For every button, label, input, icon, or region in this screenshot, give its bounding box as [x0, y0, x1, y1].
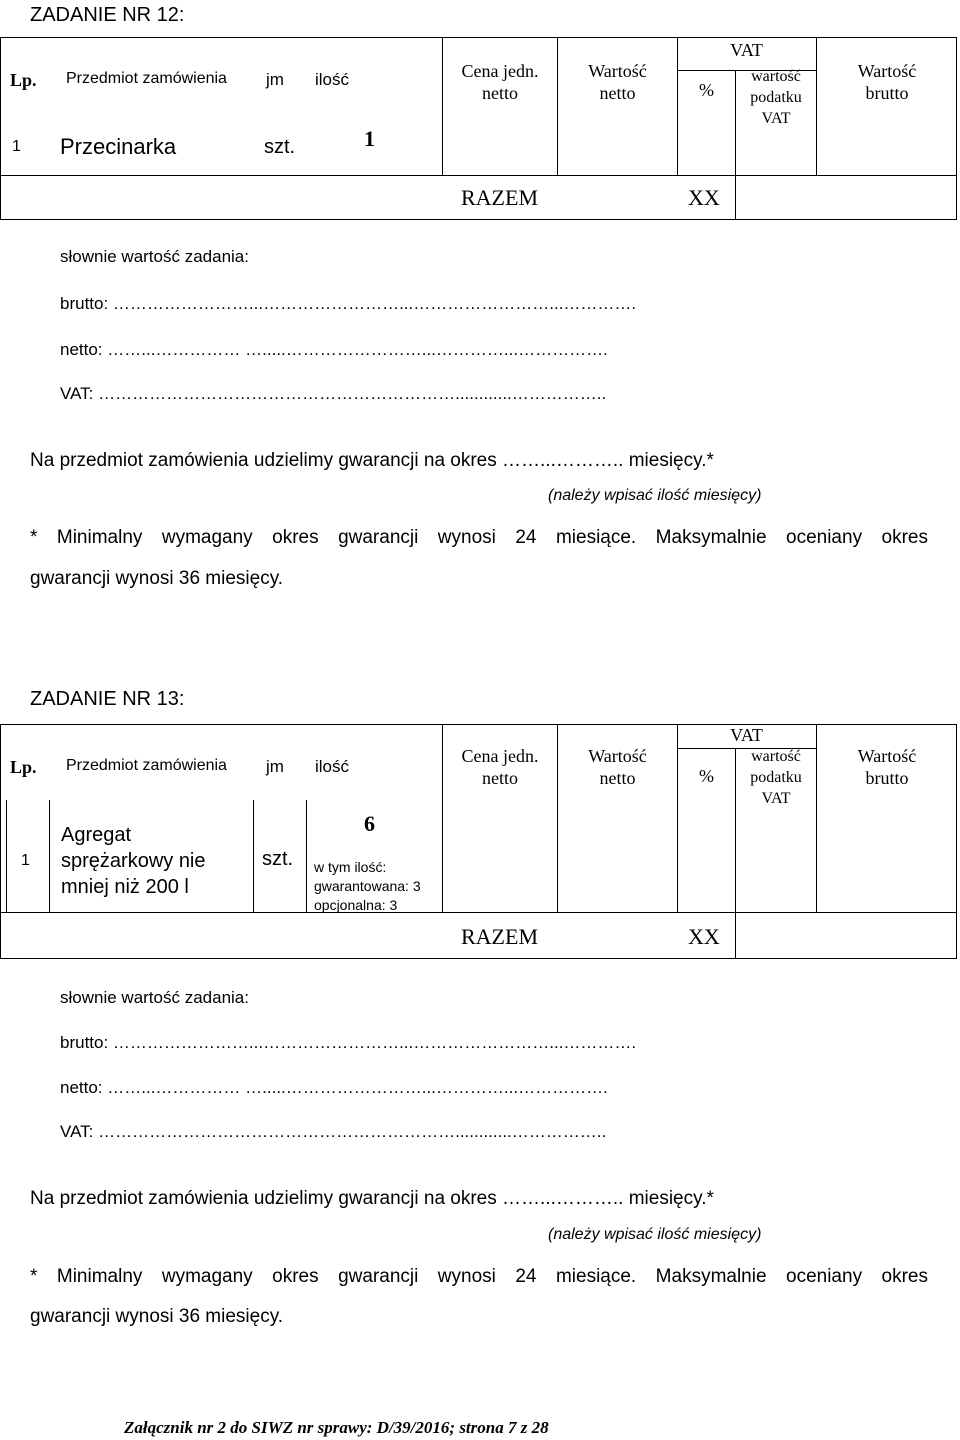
task12-col-vat-group: VAT — [730, 40, 763, 60]
task13-col-vat-pct: % — [699, 766, 714, 786]
task13-row-jm: szt. — [262, 848, 294, 870]
task13-gross-line: brutto: ……………………...……………………...……………………...…………. — [60, 1033, 637, 1052]
task13-col-qty: ilość — [315, 757, 350, 776]
task12-col-vat-amount: wartość podatku VAT — [750, 68, 802, 127]
task12-warranty-hint: (należy wpisać ilość miesięcy) — [548, 487, 762, 504]
task13-col-gross: Wartość brutto — [857, 746, 917, 788]
task13-row-qty-note: w tym ilość: gwarantowana: 3 opcjonalna: 3 — [314, 859, 421, 913]
task12-row-jm: szt. — [264, 136, 296, 158]
task13-net-line: netto: ……...…………… ….....……………………...…………...……………. — [60, 1078, 608, 1097]
task12-net-line: netto: ……...…………… ….....……………………...…………...……………. — [60, 340, 608, 359]
task13-col-unit-price: Cena jedn. netto — [461, 746, 539, 788]
task12-col-jm: jm — [266, 70, 284, 89]
task13-col-vat-amount: wartość podatku VAT — [750, 748, 802, 807]
task13-total-xx: XX — [688, 924, 720, 949]
task12-row-lp: 1 — [12, 138, 21, 155]
task13-heading: ZADANIE NR 13: — [30, 688, 185, 710]
task12-col-item: Przedmiot zamówienia — [66, 70, 227, 87]
task12-note-line2: gwarancji wynosi 36 miesięcy. — [30, 568, 284, 589]
task13-col-net-value: Wartość netto — [588, 746, 647, 788]
task12-row-item: Przecinarka — [60, 134, 177, 159]
task12-heading: ZADANIE NR 12: — [30, 4, 185, 26]
task12-col-vat-pct: % — [699, 80, 714, 100]
task12-row-qty: 1 — [364, 126, 375, 151]
task13-warranty-hint: (należy wpisać ilość miesięcy) — [548, 1226, 762, 1243]
task13-col-lp: Lp. — [10, 757, 37, 777]
task12-total-xx: XX — [688, 185, 720, 210]
task13-warranty-line: Na przedmiot zamówienia udzielimy gwarancji na okres ……...……….. miesięcy.* — [30, 1188, 714, 1209]
task13-note-line1: * Minimalny wymagany okres gwarancji wynosi 24 miesiące. Maksymalnie oceniany okres — [30, 1266, 928, 1287]
task13-vat-line: VAT: ………………………………………………………............…………….. — [60, 1122, 607, 1141]
task12-col-gross: Wartość brutto — [857, 61, 917, 103]
task12-note-line1: * Minimalny wymagany okres gwarancji wynosi 24 miesiące. Maksymalnie oceniany okres — [30, 527, 928, 548]
task12-warranty-line: Na przedmiot zamówienia udzielimy gwarancji na okres ……...……….. miesięcy.* — [30, 450, 714, 471]
task12-col-net-value: Wartość netto — [588, 61, 647, 103]
task13-note-line2: gwarancji wynosi 36 miesięcy. — [30, 1306, 284, 1327]
task13-row-item: Agregat sprężarkowy nie mniej niż 200 l — [61, 824, 206, 898]
task13-total-label: RAZEM — [461, 924, 538, 949]
task13-row-lp: 1 — [21, 852, 30, 869]
task13-col-jm: jm — [266, 757, 284, 776]
task12-gross-line: brutto: ……………………...……………………...……………………...…………. — [60, 294, 637, 313]
task13-row-qty: 6 — [364, 811, 375, 836]
task12-col-lp: Lp. — [10, 70, 37, 90]
task13-col-vat-group: VAT — [730, 725, 763, 745]
task12-col-qty: ilość — [315, 70, 350, 89]
page-footer: Załącznik nr 2 do SIWZ nr sprawy: D/39/2016; strona 7 z 28 — [124, 1418, 549, 1437]
task12-vat-line: VAT: ………………………………………………………............…………….. — [60, 384, 607, 403]
task13-col-item: Przedmiot zamówienia — [66, 757, 227, 774]
task13-words-label: słownie wartość zadania: — [60, 988, 249, 1007]
task12-col-unit-price: Cena jedn. netto — [461, 61, 539, 103]
task12-total-label: RAZEM — [461, 185, 538, 210]
task12-words-label: słownie wartość zadania: — [60, 247, 249, 266]
